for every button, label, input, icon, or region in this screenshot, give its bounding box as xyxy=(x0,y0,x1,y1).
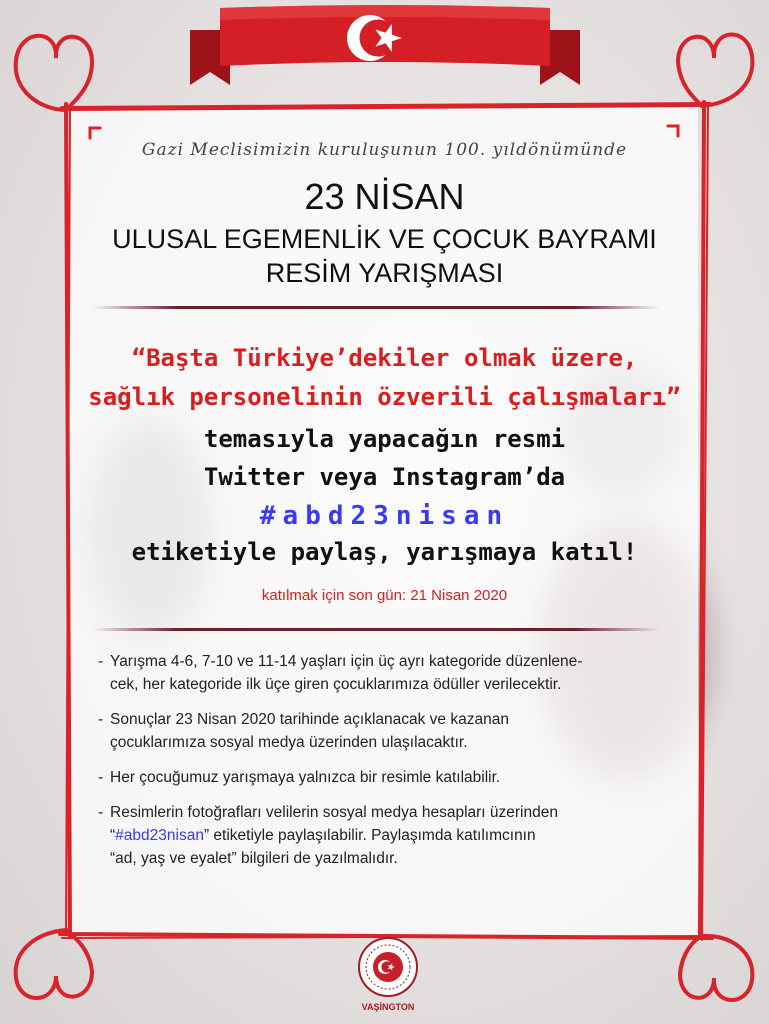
rule-text: Resimlerin fotoğrafları velilerin sosyal medya hesapları üzerinden xyxy=(110,804,558,821)
rule-text: cek, her kategoride ilk üçe giren çocuklarımıza ödüller verilecektir. xyxy=(110,676,562,693)
rule-item xyxy=(98,650,698,696)
heart-corner xyxy=(16,36,92,110)
rule-item xyxy=(98,766,698,789)
embassy-seal-icon xyxy=(357,936,419,998)
bullet-dash: - xyxy=(98,653,104,670)
divider xyxy=(92,306,660,309)
rule-text: Sonuçlar 23 Nisan 2020 tarihinde açıklanacak ve kazanan xyxy=(110,711,509,728)
bullet-dash: - xyxy=(98,711,104,728)
rule-text: Yarışma 4-6, 7-10 ve 11-14 yaşları için üç ayrı kategoride düzenlene- xyxy=(110,653,583,670)
rules-list xyxy=(98,650,698,882)
rule-text-part: ” etiketiyle paylaşılabilir. Paylaşımda katılımcının xyxy=(203,827,536,844)
subtitle: Gazi Meclisimizin kuruluşunun 100. yıldönümünde xyxy=(141,140,628,160)
date-title: 23 NİSAN xyxy=(304,176,465,217)
contest-title: RESİM YARIŞMASI xyxy=(265,258,504,288)
deadline: katılmak için son gün: 21 Nisan 2020 xyxy=(261,587,508,604)
theme-line: “Başta Türkiye’dekiler olmak üzere, xyxy=(131,344,638,372)
hashtag-inline: #abd23nisan xyxy=(115,827,204,844)
rule-text: “ad, yaş ve eyalet” bilgileri de yazılmalıdır. xyxy=(110,850,398,867)
bullet-dash: - xyxy=(98,804,104,821)
bullet-dash: - xyxy=(98,769,104,786)
rule-text xyxy=(110,824,698,847)
rule-item xyxy=(98,801,698,870)
hashtag: #abd23nisan xyxy=(259,501,510,531)
rule-item xyxy=(98,708,698,754)
theme-line: sağlık personelinin özverili çalışmaları” xyxy=(88,383,681,411)
rule-text: Her çocuğumuz yarışmaya yalnızca bir resimle katılabilir. xyxy=(110,769,501,786)
instruction-line: temasıyla yapacağın resmi xyxy=(203,425,566,453)
divider xyxy=(92,628,660,631)
rule-text: çocuklarımıza sosyal medya üzerinden ulaşılacaktır. xyxy=(110,734,468,751)
festival-title: ULUSAL EGEMENLİK VE ÇOCUK BAYRAMI xyxy=(112,224,657,254)
instruction-line: etiketiyle paylaş, yarışmaya katıl! xyxy=(131,538,638,566)
seal-label: VAŞİNGTON xyxy=(361,1002,415,1012)
instruction-line: Twitter veya Instagram’da xyxy=(203,463,566,491)
quote-mark: “ xyxy=(110,827,116,844)
turkish-flag-banner xyxy=(190,0,580,90)
